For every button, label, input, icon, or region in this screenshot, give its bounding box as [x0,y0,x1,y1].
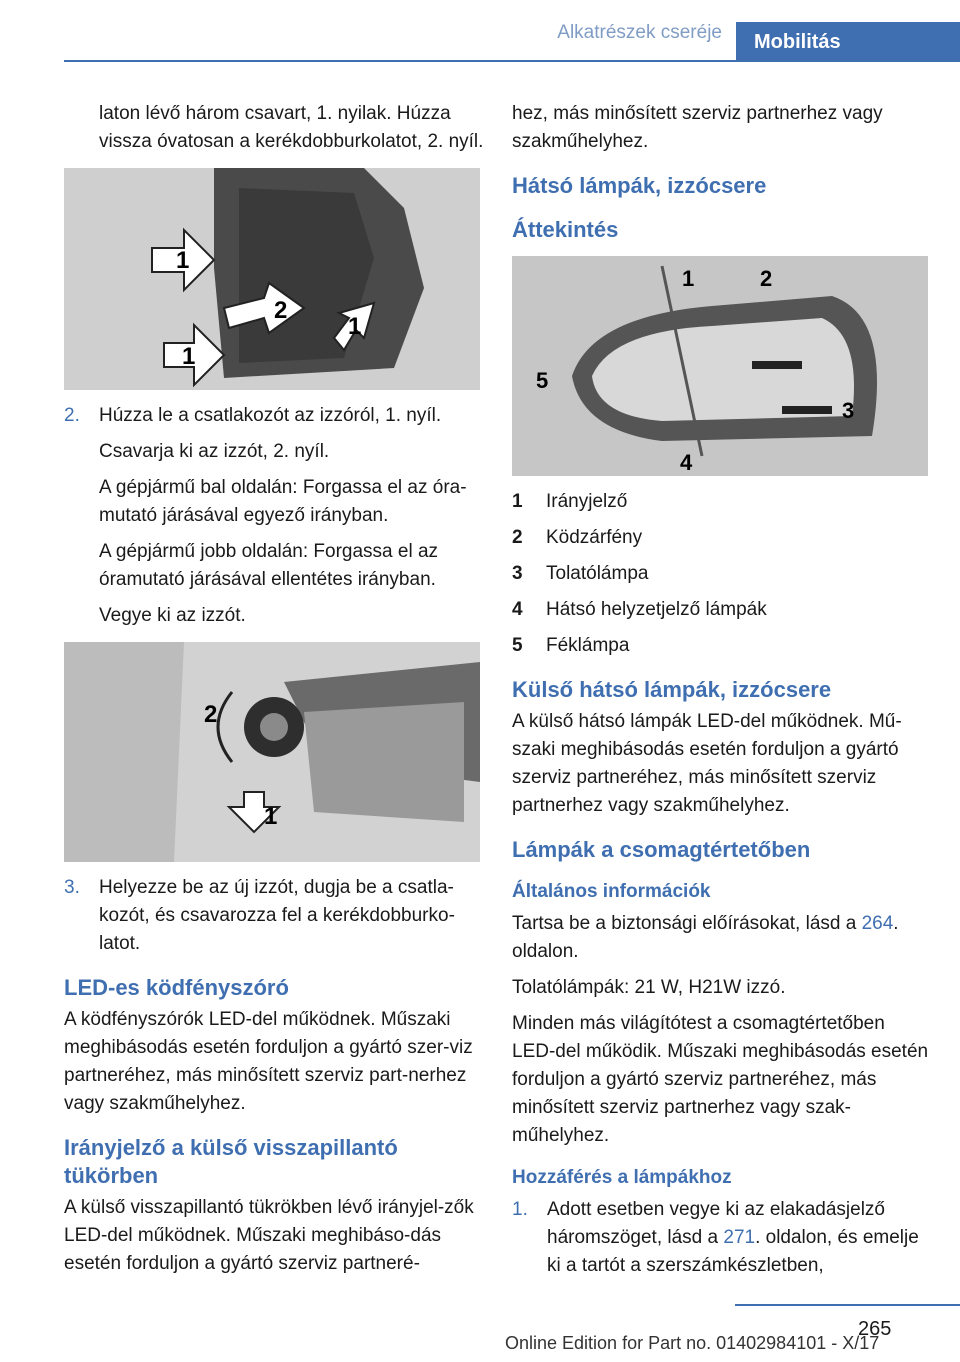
edition-footer: Online Edition for Part no. 01402984101 - X/17 [505,1333,880,1353]
access-step-1: 1. Adott esetben vegye ki az elakadásjelző háromszöget, lásd a 271. oldalon, és emelje ki a tartót a szerszámkészletben, [512,1196,932,1280]
step-3 [64,874,484,958]
fig3-label-3: 3 [842,398,855,423]
figure-rear-lamp-overview [512,256,928,476]
legend-item: 4 Hátsó helyzetjelző lámpák [512,599,767,620]
general-info-text-3: Minden más világítótest a csomagtértetőben LED-del működik. Műszaki meghibásodás esetén forduljon a gyártó szerviz partneréhez, más minősített szerviz partnerhez vagy szak-műhelyhez. [512,1013,929,1146]
figure-wheel-housing [64,168,480,390]
step-2-detail-3: A gépjármű jobb oldalán: Forgassa el az óramutató járásával ellentétes irányban. [99,541,439,590]
fig3-label-2: 2 [760,266,773,291]
page-header [0,0,960,62]
legend-item: 3 Tolatólámpa [512,563,649,584]
fig1-label-1: 1 [176,247,190,274]
step-2-text: Húzza le a csatlakozót az izzóról, 1. nyíl. [99,405,442,426]
rear-lamp-illustration [512,256,928,476]
step-2 [64,402,484,430]
footer-rule [735,1304,960,1306]
outer-rear-lamps-text: A külső hátsó lámpák LED-del működnek. Mű-szaki meghibásodás esetén forduljon a gyártó szerviz partneréhez, más minősített szerviz partnerhez vagy szakműhelyhez. [512,711,902,816]
fig1-label-3: 1 [182,343,196,370]
bulb-removal-illustration [64,642,480,862]
intro-text: laton lévő három csavart, 1. nyilak. Húzza vissza óvatosan a kerékdobburkolatot, 2. nyíl. [99,103,484,152]
figure-bulb-removal [64,642,480,862]
page-link-271[interactable]: 271 [723,1227,756,1248]
fig3-label-5: 5 [536,368,549,393]
step-3-text: Helyezze be az új izzót, dugja be a csatla-kozót, és csavarozza fel a kerékdobburko-latot. [99,877,455,954]
legend-item: 1 Irányjelző [512,491,628,512]
access-step-1-number: 1. [512,1199,528,1220]
heading-overview: Áttekintés [512,217,619,242]
heading-lamp-access: Hozzáférés a lámpákhoz [512,1167,732,1188]
legend-item: 2 Ködzárfény [512,527,643,548]
right-column [512,100,932,1288]
step-2-detail-1: Csavarja ki az izzót, 2. nyíl. [99,441,330,462]
header-section-title: Alkatrészek cseréje [557,22,722,43]
legend-item: 5 Féklámpa [512,635,630,656]
mirror-indicator-text: A külső visszapillantó tükrökben lévő irányjel-zők LED-del működnek. Műszaki meghibáso-dás esetén forduljon a gyártó szerviz partneré- [64,1197,474,1274]
page-link-264[interactable]: 264 [861,913,894,934]
heading-outer-rear-lamps: Külső hátsó lámpák, izzócsere [512,677,832,702]
step-2-detail-4: Vegye ki az izzót. [99,605,246,626]
wheel-housing-illustration [64,168,480,390]
header-chapter-tab: Mobilitás [736,22,960,62]
heading-mirror-indicator: Irányjelző a külső visszapillantó tükörben [64,1135,398,1188]
lamp-legend [512,488,932,660]
fig3-label-1: 1 [682,266,695,291]
step-3-number: 3. [64,877,80,898]
heading-general-info: Általános információk [512,881,711,902]
led-fog-text: A ködfényszórók LED-del működnek. Műszaki meghibásodás esetén forduljon a gyártó szer-viz partneréhez, más minősített szerviz part-nerhez vagy szakműhelyhez. [64,1009,473,1114]
heading-led-fog: LED-es ködfényszóró [64,975,289,1000]
fig1-label-4: 1 [348,313,362,340]
heading-trunk-lamps: Lámpák a csomagtértetőben [512,837,811,862]
step-2-number: 2. [64,405,80,426]
header-rule [64,60,736,62]
fig2-label-2: 2 [204,701,218,728]
continued-text: hez, más minősített szerviz partnerhez vagy szakműhelyhez. [512,103,883,152]
fig1-label-2: 2 [274,297,288,324]
step-2-detail-2: A gépjármű bal oldalán: Forgassa el az óra-mutató járásával egyező irányban. [99,477,467,526]
heading-rear-lamps: Hátsó lámpák, izzócsere [512,173,767,198]
general-info-text-2: Tolatólámpák: 21 W, H21W izzó. [512,977,786,998]
page-number: 265 [858,1318,892,1340]
left-column [64,100,484,1286]
general-info-text-1: Tartsa be a biztonsági előírásokat, lásd a 264. oldalon. [512,913,899,962]
fig3-label-4: 4 [680,450,693,475]
fig2-label-1: 1 [264,803,278,830]
